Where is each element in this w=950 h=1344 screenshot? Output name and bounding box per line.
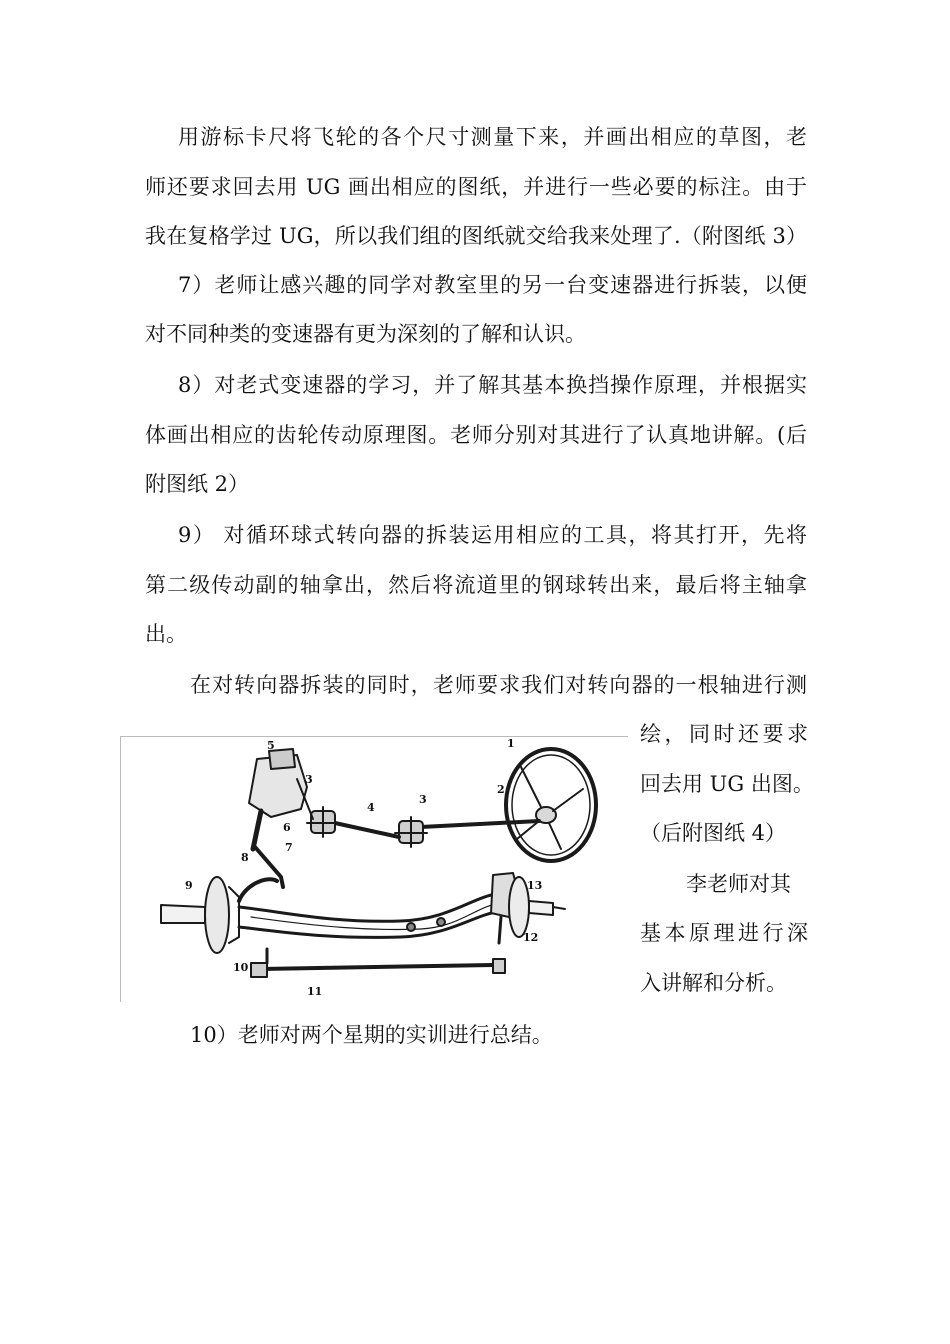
side-text-6: 入讲解和分析。 <box>640 971 787 995</box>
para8-line3: 附图纸 2） <box>145 472 250 496</box>
side-text-2: 回去用 UG 出图。 <box>640 772 814 796</box>
label-1: 1 <box>507 737 515 750</box>
side-text-3: （后附图纸 4） <box>640 821 787 845</box>
para9-line2: 第二级传动副的轴拿出，然后将流道里的钢球转出来，最后将主轴拿 <box>145 573 807 597</box>
para1-line1: 用游标卡尺将飞轮的各个尺寸测量下来，并画出相应的草图，老 <box>178 125 807 149</box>
side-text-4: 李老师对其 <box>686 872 791 896</box>
label-12: 12 <box>523 931 539 944</box>
label-4: 4 <box>367 801 375 814</box>
label-5: 5 <box>267 739 275 752</box>
para-steering-line1: 在对转向器拆装的同时，老师要求我们对转向器的一根轴进行测 <box>190 673 807 697</box>
label-7: 7 <box>285 841 293 854</box>
para7-line2: 对不同种类的变速器有更为深刻的了解和认识。 <box>145 322 586 346</box>
para1-line3: 我在复格学过 UG，所以我们组的图纸就交给我来处理了.（附图纸 3） <box>145 224 807 248</box>
para8-line1: 8）对老式变速器的学习，并了解其基本换挡操作原理，并根据实 <box>178 373 807 397</box>
side-text-5: 基本原理进行深 <box>640 921 808 945</box>
label-9: 9 <box>185 879 193 892</box>
steering-system-figure <box>120 736 628 1002</box>
label-3a: 3 <box>305 773 313 786</box>
label-8: 8 <box>241 851 249 864</box>
para1-line2: 师还要求回去用 UG 画出相应的图纸，并进行一些必要的标注。由于 <box>145 175 807 199</box>
para10-summary: 10）老师对两个星期的实训进行总结。 <box>190 1023 553 1047</box>
label-6: 6 <box>283 821 291 834</box>
label-10: 10 <box>233 961 249 974</box>
para7-line1: 7）老师让感兴趣的同学对教室里的另一台变速器进行拆装，以便 <box>178 273 807 297</box>
label-3b: 3 <box>419 793 427 806</box>
side-text-1: 绘，同时还要求 <box>640 722 808 746</box>
label-2: 2 <box>497 783 505 796</box>
para9-line1: 9） 对循环球式转向器的拆装运用相应的工具，将其打开，先将 <box>178 523 807 547</box>
steering-system-drawing <box>121 737 628 1002</box>
para8-line2: 体画出相应的齿轮传动原理图。老师分别对其进行了认真地讲解。(后 <box>145 423 807 447</box>
label-11: 11 <box>307 985 323 998</box>
label-13: 13 <box>527 879 543 892</box>
para9-line3: 出。 <box>145 622 187 646</box>
